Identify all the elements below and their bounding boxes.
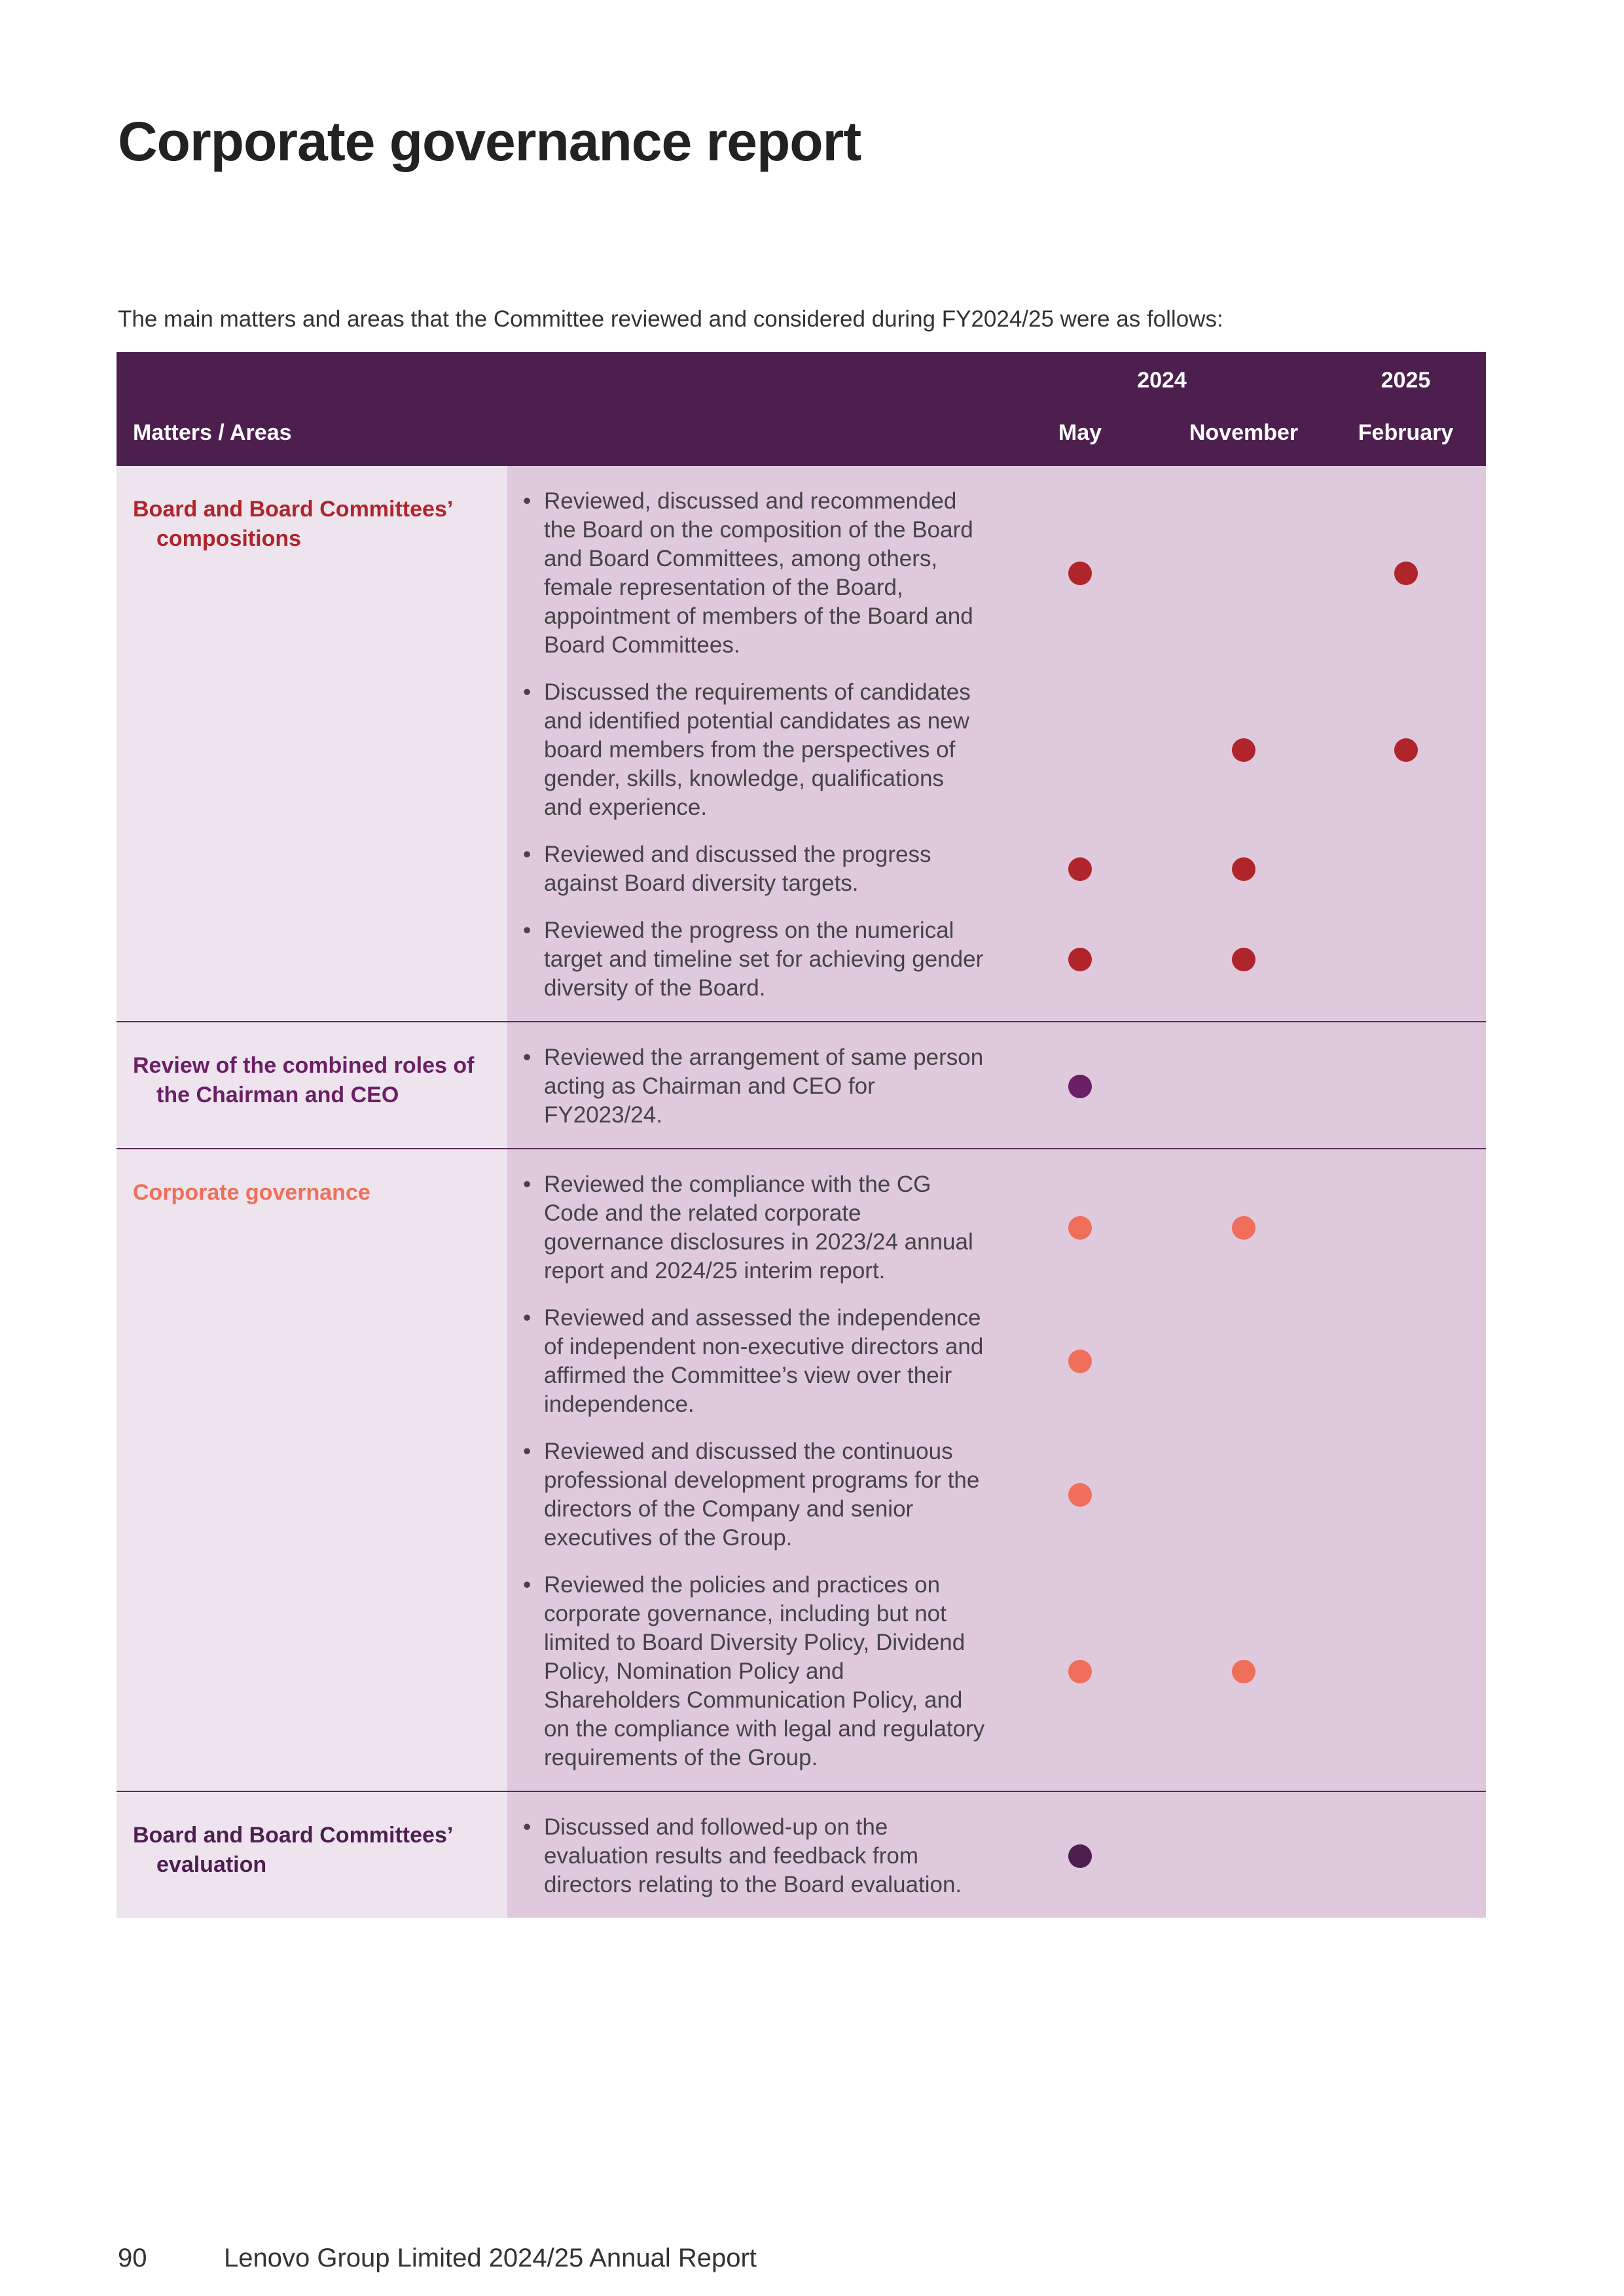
reviewed-dot-icon [1232,1660,1255,1683]
footer-report-name: Lenovo Group Limited 2024/25 Annual Report [224,2244,757,2272]
mark-cell-may [998,1437,1162,1552]
list-item [507,678,1486,822]
item-description: • Reviewed the policies and practices on corporate governance, including but not limited to Board Diversity Policy, Dividend Policy, Nomination Policy and Shareholders Communication Policy, and on the compliance with legal and regulatory requirements of the Group. [507,1571,998,1772]
item-description: • Reviewed the progress on the numerical target and timeline set for achieving gender diversity of the Board. [507,916,998,1003]
mark-cell-november [1162,678,1326,822]
list-item [507,840,1486,898]
mark-cell-may [998,487,1162,660]
mark-cell-may [998,1813,1162,1899]
mark-cell-may [998,1571,1162,1772]
reviewed-dot-icon [1068,1844,1092,1868]
area-title: Corporate governance [133,1180,370,1205]
reviewed-dot-icon [1068,562,1092,585]
item-description: • Reviewed and discussed the continuous professional development programs for the directors of the Company and senior executives of the Group. [507,1437,998,1552]
table-row [117,1149,1486,1791]
mark-cell-february [1326,1043,1486,1130]
item-description: • Reviewed, discussed and recommended the Board on the composition of the Board and Board Committees, among others, female representation of the Board, appointment of members of the Board and Board Committees. [507,487,998,660]
mark-cell-may [998,1043,1162,1130]
reviewed-dot-icon [1068,1075,1092,1098]
mark-cell-february [1326,678,1486,822]
reviewed-dot-icon [1068,1350,1092,1373]
list-item [507,1571,1486,1772]
mark-cell-november [1162,1304,1326,1419]
area-title: Board and Board Committees’ evaluation [133,1823,452,1877]
mark-cell-may [998,840,1162,898]
area-title: Board and Board Committees’ compositions [133,497,452,551]
reviewed-dot-icon [1068,857,1092,881]
mark-cell-november [1162,487,1326,660]
reviewed-dot-icon [1394,738,1418,762]
reviewed-dot-icon [1232,857,1255,881]
month-header-may: May [998,404,1162,466]
mark-cell-february [1326,1813,1486,1899]
matters-area-cell [117,1149,507,1791]
month-header-february: February [1326,404,1486,466]
mark-cell-november [1162,1170,1326,1285]
reviewed-dot-icon [1068,1660,1092,1683]
mark-cell-february [1326,916,1486,1003]
list-item [507,1043,1486,1130]
reviewed-dot-icon [1232,948,1255,971]
intro-text: The main matters and areas that the Committee reviewed and considered during FY2024/25 were as follows: [118,306,1223,332]
matters-area-cell [117,1791,507,1918]
list-item [507,1304,1486,1419]
table-row [117,1022,1486,1149]
mark-cell-may [998,1170,1162,1285]
table-row [117,1791,1486,1918]
page-footer [118,2244,757,2273]
item-description: • Reviewed and discussed the progress against Board diversity targets. [507,840,998,898]
page-title: Corporate governance report [118,111,861,172]
items-cell [507,1791,1486,1918]
year-2025-header: 2025 [1326,352,1486,404]
list-item [507,1813,1486,1899]
mark-cell-november [1162,840,1326,898]
mark-cell-november [1162,1437,1326,1552]
reviewed-dot-icon [1068,1483,1092,1507]
mark-cell-november [1162,1043,1326,1130]
items-cell [507,466,1486,1022]
mark-cell-february [1326,1170,1486,1285]
item-description: • Discussed and followed-up on the evaluation results and feedback from directors relating to the Board evaluation. [507,1813,998,1899]
mark-cell-february [1326,487,1486,660]
mark-cell-may [998,916,1162,1003]
list-item [507,916,1486,1003]
item-description: • Reviewed the compliance with the CG Code and the related corporate governance disclosures in 2023/24 annual report and 2024/25 interim report. [507,1170,998,1285]
items-cell [507,1149,1486,1791]
list-item [507,1437,1486,1552]
area-title: Review of the combined roles of the Chairman and CEO [133,1053,475,1107]
reviewed-dot-icon [1068,1216,1092,1240]
matters-area-cell [117,466,507,1022]
table-row [117,466,1486,1022]
item-description: • Reviewed the arrangement of same person acting as Chairman and CEO for FY2023/24. [507,1043,998,1130]
items-cell [507,1022,1486,1149]
table-body [117,466,1486,1918]
reviewed-dot-icon [1068,948,1092,971]
matters-area-cell [117,1022,507,1149]
mark-cell-may [998,1304,1162,1419]
committee-matters-table [117,352,1486,1918]
mark-cell-february [1326,1304,1486,1419]
list-item [507,1170,1486,1285]
list-item [507,487,1486,660]
item-description: • Discussed the requirements of candidates and identified potential candidates as new board members from the perspectives of gender, skills, knowledge, qualifications and experience. [507,678,998,822]
table-header [117,352,1486,466]
month-header-november: November [1162,404,1326,466]
reviewed-dot-icon [1394,562,1418,585]
mark-cell-may [998,678,1162,822]
matters-areas-header: Matters / Areas [117,404,507,466]
reviewed-dot-icon [1232,738,1255,762]
mark-cell-february [1326,1437,1486,1552]
reviewed-dot-icon [1232,1216,1255,1240]
mark-cell-february [1326,1571,1486,1772]
page-number: 90 [118,2244,147,2272]
mark-cell-november [1162,1813,1326,1899]
item-description: • Reviewed and assessed the independence of independent non-executive directors and affirmed the Committee’s view over their independence. [507,1304,998,1419]
mark-cell-february [1326,840,1486,898]
year-2024-header: 2024 [998,352,1326,404]
mark-cell-november [1162,1571,1326,1772]
mark-cell-november [1162,916,1326,1003]
